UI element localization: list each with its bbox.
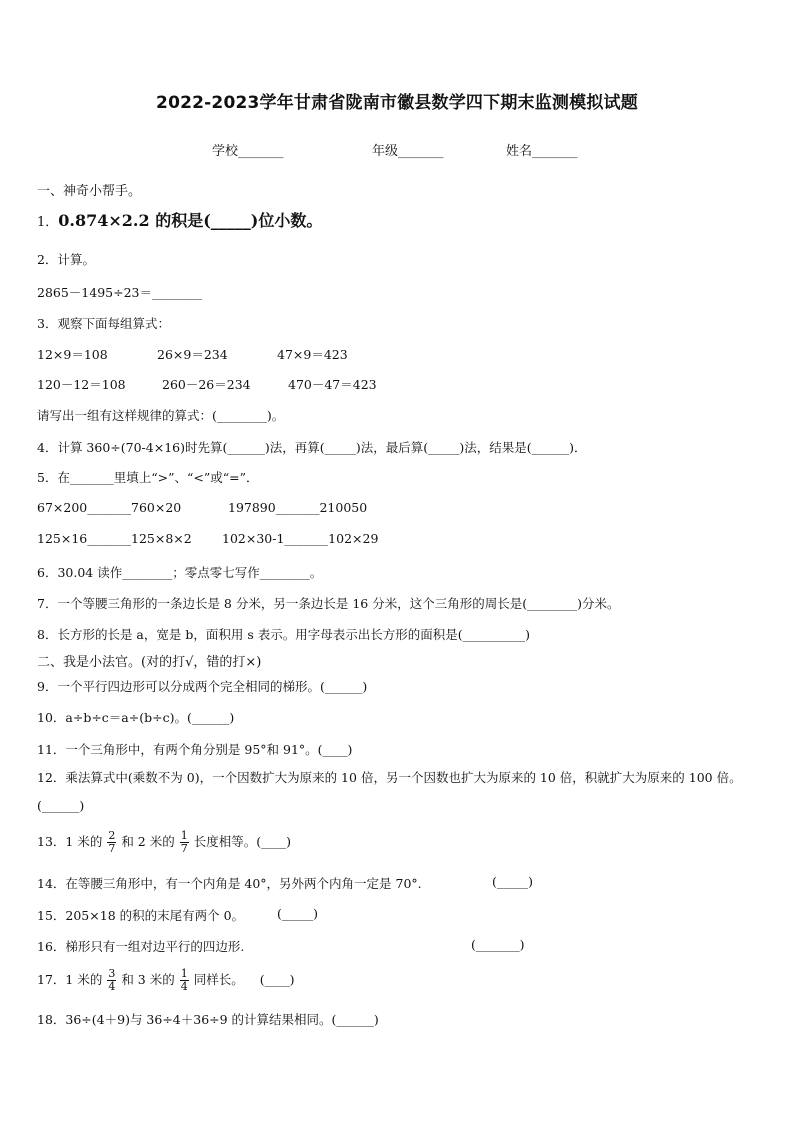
- question-15: [37, 906, 319, 924]
- question-9: 9．一个平行四边形可以分成两个完全相同的梯形。(______): [37, 679, 368, 694]
- question-8: 8．长方形的长是 a，宽是 b，面积用 s 表示。用字母表示出长方形的面积是(__________): [37, 627, 530, 642]
- comparison: 102×30-1_______102×29: [222, 531, 379, 546]
- question-2-prompt: 2．计算。: [37, 252, 95, 267]
- question-13-text-c: 长度相等。(____): [193, 834, 291, 849]
- equation: 12×9＝108: [37, 347, 108, 362]
- fraction-one-quarter: $\frac{1}{4}$: [180, 967, 188, 993]
- question-17-text-a: 17．1 米的: [37, 972, 103, 987]
- comparison: 67×200_______760×20: [37, 500, 182, 515]
- question-13: [37, 830, 291, 855]
- equation: 260－26＝234: [162, 377, 251, 392]
- question-14: [37, 874, 534, 892]
- comparison: 125×16_______125×8×2: [37, 531, 192, 546]
- grade-field[interactable]: 年级_______: [372, 144, 444, 159]
- question-12: 12．乘法算式中(乘数不为 0)，一个因数扩大为原来的 10 倍，另一个因数也扩大为原来的 10 倍，积就扩大为原来的 100 倍。(______): [37, 770, 742, 813]
- question-17-text-b: 和 3 米的: [121, 972, 175, 987]
- answer-blank[interactable]: (_____): [277, 906, 319, 921]
- name-field[interactable]: 姓名_______: [506, 144, 578, 159]
- school-field[interactable]: 学校_______: [212, 144, 284, 159]
- question-16-text: 16．梯形只有一组对边平行的四边形.: [37, 939, 245, 954]
- question-14-text: 14．在等腰三角形中，有一个内角是 40°，另外两个内角一定是 70°.: [37, 876, 422, 891]
- question-11: 11．一个三角形中，有两个角分别是 95°和 91°。(____): [37, 742, 353, 757]
- question-3-ask: 请写出一组有这样规律的算式：(________)。: [37, 408, 285, 423]
- question-6: 6．30.04 读作________；零点零七写作________。: [37, 565, 323, 580]
- question-13-text-b: 和 2 米的: [121, 834, 175, 849]
- answer-blank[interactable]: (_____): [492, 874, 534, 889]
- question-1-number: 1．: [37, 215, 59, 230]
- question-13-text-a: 13．1 米的: [37, 834, 103, 849]
- question-17: [37, 968, 294, 993]
- fraction-three-quarters: $\frac{3}{4}$: [108, 967, 116, 993]
- question-5-prompt: 5．在_______里填上“>”、“<”或“=”．: [37, 470, 259, 485]
- question-10: 10．a÷b÷c＝a÷(b÷c)。(______): [37, 710, 235, 725]
- page-title: 2022-2023学年甘肃省陇南市徽县数学四下期末监测模拟试题: [156, 93, 638, 113]
- equation: 47×9＝423: [277, 347, 348, 362]
- question-2-expression: 2865－1495÷23＝________: [37, 285, 203, 300]
- question-18: 18．36÷(4＋9)与 36÷4＋36÷9 的计算结果相同。(______): [37, 1012, 379, 1027]
- comparison: 197890_______210050: [228, 500, 368, 515]
- answer-blank[interactable]: (____): [259, 972, 295, 987]
- question-7: 7．一个等腰三角形的一条边长是 8 分米，另一条边长是 16 分米，这个三角形的周长是(________)分米。: [37, 596, 620, 611]
- question-4: 4．计算 360÷(70-4×16)时先算(______)法，再算(_____)法，最后算(_____)法，结果是(______)．: [37, 440, 587, 455]
- question-16: [37, 937, 525, 955]
- equation: 26×9＝234: [157, 347, 228, 362]
- section-heading-1: 一、神奇小帮手。: [37, 184, 142, 199]
- question-3-prompt: 3．观察下面每组算式：: [37, 316, 170, 331]
- fraction-one-seventh: $\frac{1}{7}$: [180, 829, 188, 855]
- equation: 470－47＝423: [288, 377, 377, 392]
- fraction-two-sevenths: $\frac{2}{7}$: [108, 829, 116, 855]
- equation: 120－12＝108: [37, 377, 126, 392]
- section-heading-2: 二、我是小法官。(对的打√，错的打×): [37, 655, 262, 670]
- question-1: [37, 208, 322, 231]
- question-17-text-c: 同样长。: [193, 972, 244, 987]
- question-1-text: 0.874×2.2 的积是(_____)位小数。: [58, 211, 323, 230]
- question-15-text: 15．205×18 的积的末尾有两个 0。: [37, 908, 245, 923]
- answer-blank[interactable]: (_______): [471, 937, 525, 952]
